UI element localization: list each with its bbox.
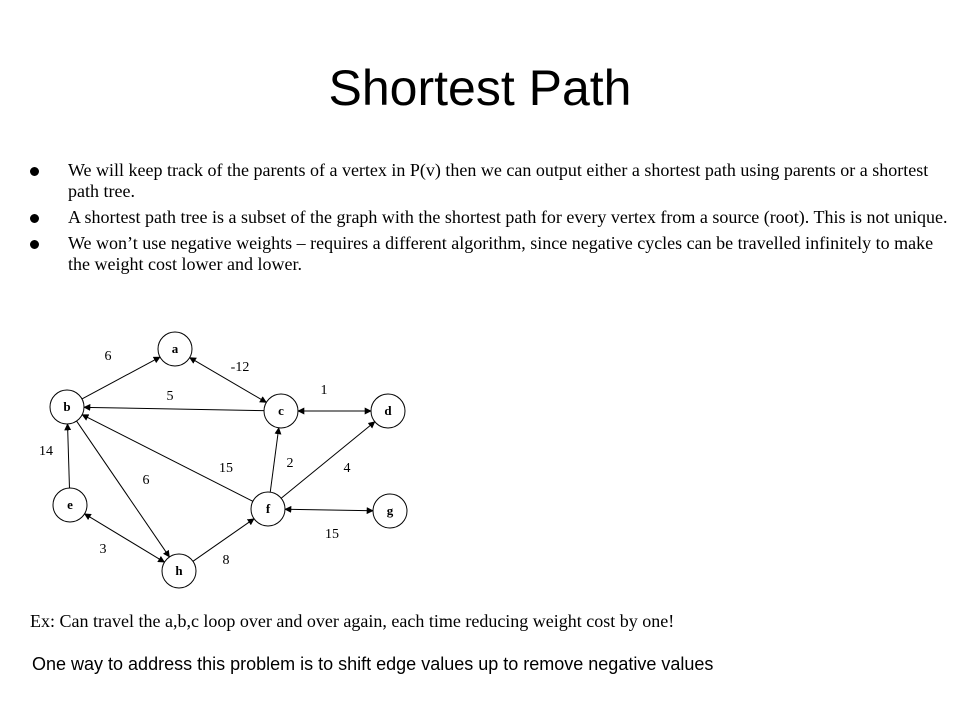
edge-weight-label: 5 (166, 389, 174, 404)
slide-title: Shortest Path (328, 60, 632, 116)
edges-layer (39, 349, 375, 568)
node-label: c (278, 403, 284, 418)
edge-weight-label: 3 (99, 542, 107, 557)
bullet-text: A shortest path tree is a subset of the graph with the shortest path for every vertex from a source (root). This is not unique. (68, 207, 948, 227)
node-label: a (171, 341, 179, 356)
edge-weight-label: 1 (320, 383, 328, 398)
edge-weight-label: -12 (230, 360, 250, 375)
edge-weight-label: 4 (343, 461, 351, 476)
bullet-item (28, 233, 948, 275)
node-label: g (386, 503, 394, 518)
edge-e-h (85, 514, 165, 562)
bullet-dot-icon (30, 167, 39, 176)
node-label: e (67, 497, 73, 512)
edge-f-d (281, 422, 375, 498)
edge-e-b (68, 424, 70, 488)
bullet-list (28, 160, 948, 280)
edge-f-c (270, 428, 279, 492)
bullet-text: We won’t use negative weights – requires a different algorithm, since negative cycles can be travelled infinitely to make the weight cost lower and lower. (68, 233, 934, 274)
edge-f-b (82, 415, 253, 502)
note-text: One way to address this problem is to shift edge values up to remove negative values (32, 654, 714, 674)
weighted-graph-diagram (0, 322, 440, 592)
node-label: d (384, 403, 392, 418)
bullet-item (28, 207, 948, 228)
node-label: b (63, 399, 71, 414)
edge-b-a (82, 357, 160, 399)
edge-f-g (285, 509, 373, 510)
bullet-text: We will keep track of the parents of a vertex in P(v) then we can output either a shortest path using parents or a shortest path tree. (68, 160, 929, 201)
edge-weight-label: 14 (39, 444, 53, 459)
node-label: h (175, 563, 183, 578)
edge-weight-label: 8 (222, 553, 230, 568)
bullet-item (28, 160, 948, 202)
edge-weight-label: 6 (142, 473, 150, 488)
bullet-dot-icon (30, 240, 39, 249)
node-label: f (265, 501, 271, 516)
bullet-dot-icon (30, 214, 39, 223)
edge-weight-label: 2 (286, 456, 294, 471)
edge-a-c (190, 358, 267, 403)
edge-c-b (84, 407, 264, 410)
edge-weight-label: 6 (104, 349, 112, 364)
edge-weight-label: 15 (325, 527, 339, 542)
example-text: Ex: Can travel the a,b,c loop over and over again, each time reducing weight cost by one! (30, 611, 675, 631)
edge-weight-label: 15 (219, 461, 233, 476)
